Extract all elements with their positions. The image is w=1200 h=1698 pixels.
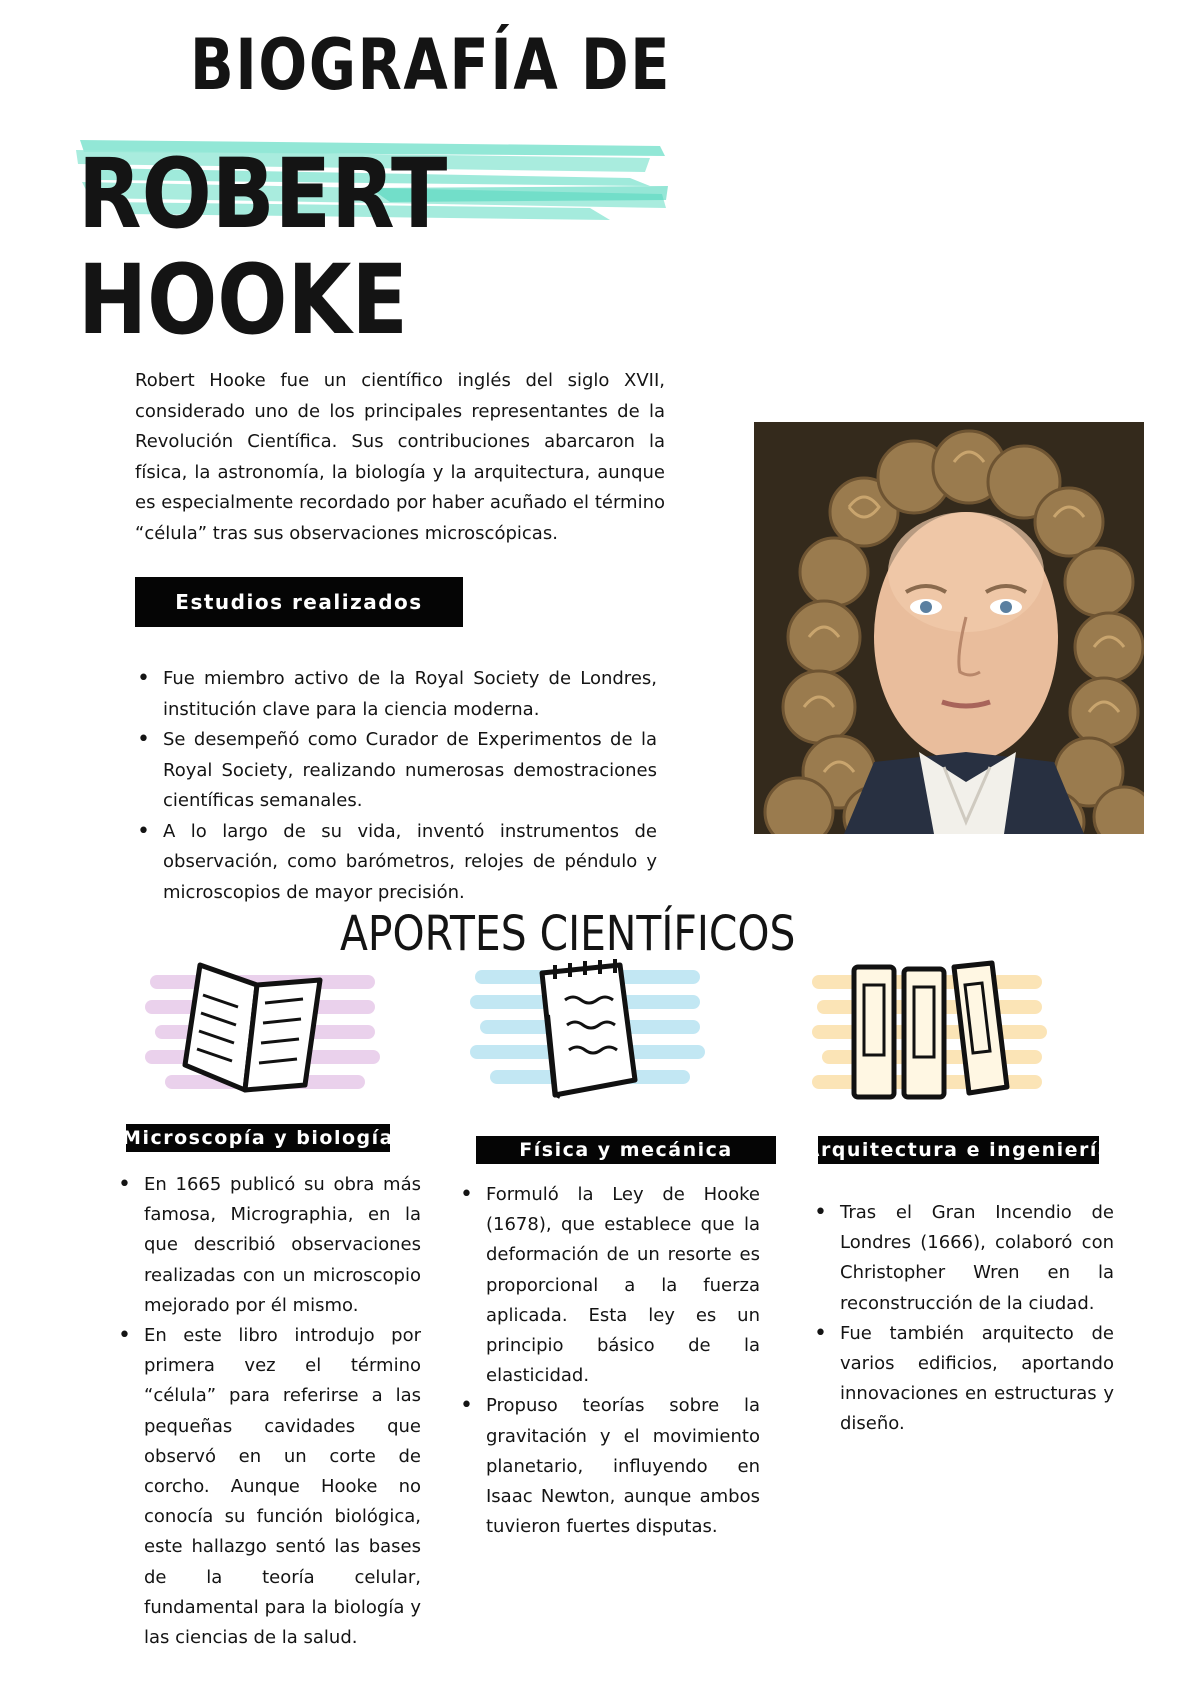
architecture-list (812, 1198, 1114, 1440)
physics-label: Física y mecánica (476, 1136, 776, 1164)
list-item: • Fue también arquitecto de varios edificios, aportando innovaciones en estructuras y diseño. (812, 1319, 1114, 1440)
list-item: • Tras el Gran Incendio de Londres (1666), colaboró con Christopher Wren en la reconstrucción de la ciudad. (812, 1198, 1114, 1319)
list-item: • Se desempeñó como Curador de Experimentos de la Royal Society, realizando numerosas demostraciones científicas semanales. (135, 725, 657, 817)
intro-paragraph: Robert Hooke fue un científico inglés del siglo XVII, considerado uno de los principales representantes de la Revolución Científica. Sus contribuciones abarcaron la física, la astronomía, la biología y la arquitectura, aunque es especialmente recordado por haber acuñado el término “célula” tras sus observaciones microscópicas. (135, 370, 665, 544)
studies-list (135, 664, 657, 908)
list-item: • Fue miembro activo de la Royal Society de Londres, institución clave para la ciencia moderna. (135, 664, 657, 725)
architecture-label: Arquitectura e ingeniería (818, 1136, 1099, 1164)
list-item: • Propuso teorías sobre la gravitación y el movimiento planetario, influyendo en Isaac Newton, aunque ambos tuvieron fuertes disputas. (458, 1391, 760, 1542)
contributions-heading: APORTES CIENTÍFICOS (340, 906, 796, 962)
title-hooke: HOOKE (78, 244, 408, 356)
list-item: • A lo largo de su vida, inventó instrumentos de observación, como barómetros, relojes de péndulo y microscopios de mayor precisión. (135, 817, 657, 909)
title-robert: ROBERT (78, 138, 448, 250)
portrait-robert-hooke (754, 422, 1144, 834)
notebook-icon (470, 955, 710, 1115)
folders-icon (812, 955, 1052, 1115)
microscopy-list (116, 1170, 421, 1653)
physics-list (458, 1180, 760, 1542)
list-item: • En 1665 publicó su obra más famosa, Micrographia, en la que describió observaciones realizadas con un microscopio mejorado por él mismo. (116, 1170, 421, 1321)
studies-label: Estudios realizados (135, 577, 463, 627)
list-item: • En este libro introdujo por primera vez el término “célula” para referirse a las pequeñas cavidades que observó en un corte de corcho. Aunque Hooke no conocía su función biológica, este hallazgo sentó las bases de la teoría celular, fundamental para la biología y las ciencias de la salud. (116, 1321, 421, 1653)
microscopy-label: Microscopía y biología (126, 1124, 390, 1152)
list-item: • Formuló la Ley de Hooke (1678), que establece que la deformación de un resorte es proporcional a la fuerza aplicada. Esta ley es un principio básico de la elasticidad. (458, 1180, 760, 1391)
title-top: BIOGRAFÍA DE (190, 24, 672, 106)
open-book-icon (145, 955, 385, 1115)
